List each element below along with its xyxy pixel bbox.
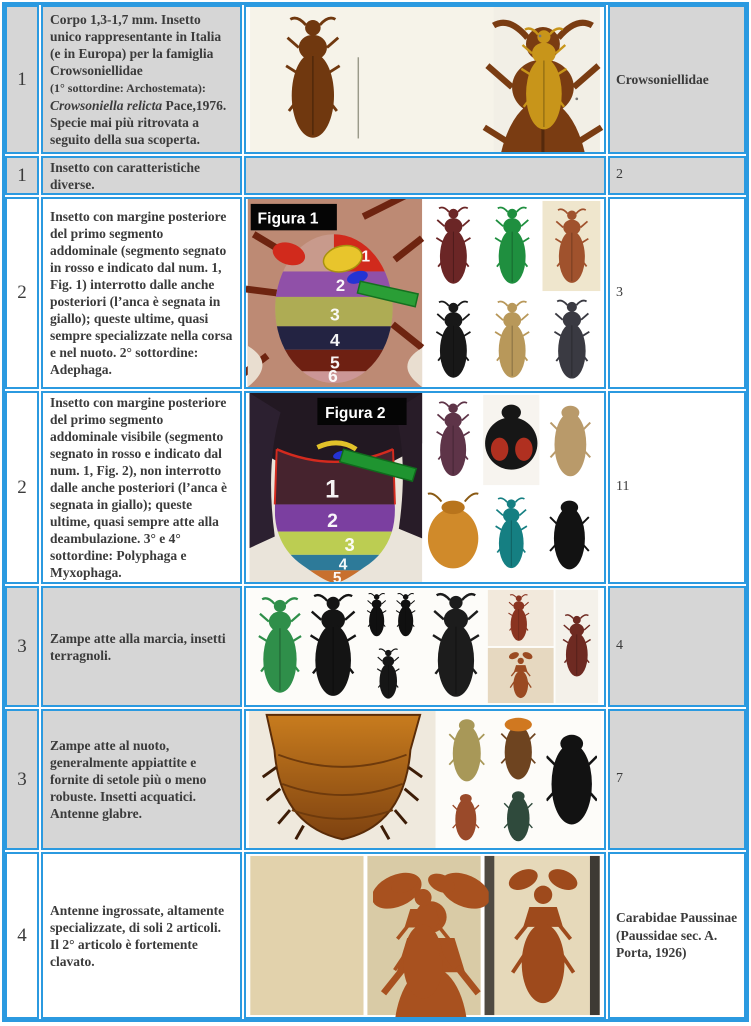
row7-photo-panel [244, 852, 606, 1019]
figura1-and-adephaga-photos [246, 199, 604, 387]
figura2-and-polyphaga-photos [246, 393, 604, 582]
fig2-segment-4: 4 [338, 556, 348, 574]
row2-description [41, 156, 242, 195]
fig2-segment-2: 2 [327, 509, 338, 532]
row3-step-number: 2 [5, 197, 39, 389]
fig1-segment-2: 2 [335, 276, 346, 296]
row2-empty-panel [244, 156, 606, 195]
fig2-segment-5: 5 [332, 569, 342, 582]
fig2-segment-1: 1 [325, 475, 340, 504]
terrestrial-beetles-photos [246, 588, 604, 705]
row7-description [41, 852, 242, 1019]
row5-step-number: 3 [5, 586, 39, 707]
row6-desc-text: Zampe atte al nuoto, generalmente appiattite e fornite di setole più o meno robuste. Insetti acquatici. Antenne glabre. [50, 738, 207, 821]
row3-photo-panel [244, 197, 606, 389]
row2-result: 2 [608, 156, 746, 195]
fig1-segment-1: 1 [361, 248, 371, 266]
row1-photo-panel [244, 5, 606, 154]
row6-photo-panel [244, 709, 606, 850]
row1-desc-suborder: (1° sottordine: Archostemata): [50, 81, 206, 96]
row1-result: Crowsoniellidae [608, 5, 746, 154]
row4-step-number: 2 [5, 391, 39, 584]
row1-desc-author: Pace,1976. Specie mai più ritrovata a seguito della sua scoperta. [50, 97, 227, 147]
row7-result: Carabidae Paussinae (Paussidae sec. A. Porta, 1926) [608, 852, 746, 1019]
row4-description [41, 391, 242, 584]
row2-step-number: 1 [5, 156, 39, 195]
row6-result: 7 [608, 709, 746, 850]
row6-description [41, 709, 242, 850]
identification-key-table [2, 2, 749, 1022]
fig1-segment-5: 5 [330, 352, 340, 373]
fig1-segment-3: 3 [330, 304, 340, 325]
row4-desc-text: Insetto con margine posteriore del primo segmento addominale visibile (segmento segnato in rosso e indicato dal num. 1, Fig. 2), non interrotto dalle anche posteriori (l’anca è segnata in giallo); queste ultime, quasi sempre atte alla deambulazione. 3° e 4° sottordine: Polyphaga e Myxophaga. [50, 395, 227, 580]
paussinae-photos [246, 854, 604, 1017]
crowsoniella-photos-illustration [246, 7, 604, 152]
row4-photo-panel [244, 391, 606, 584]
aquatic-beetles-photos [246, 711, 604, 848]
row7-desc-text: Antenne ingrossate, altamente specializzate, di soli 2 articoli. Il 2° articolo è fortemente clavato. [50, 902, 225, 969]
fig1-segment-6: 6 [328, 366, 338, 387]
row5-description [41, 586, 242, 707]
row3-result: 3 [608, 197, 746, 389]
fig1-segment-4: 4 [330, 329, 340, 350]
row1-step-number: 1 [5, 5, 39, 154]
row1-description [41, 5, 242, 154]
row3-description [41, 197, 242, 389]
row5-result: 4 [608, 586, 746, 707]
fig2-segment-3: 3 [344, 533, 355, 555]
row3-desc-text: Insetto con margine posteriore del primo segmento addominale (segmento segnato in rosso e indicato dal num. 1, Fig. 1) interrotto dalle anche posteriori (l’anca è segnata in giallo); queste ultime, quasi sempre specializzate nella corsa e nel nuoto. 2° sottordine: Adephaga. [50, 209, 233, 377]
figura2-label: Figura 2 [325, 405, 386, 423]
row4-result: 11 [608, 391, 746, 584]
row5-desc-text: Zampe atte alla marcia, insetti terragnoli. [50, 630, 226, 663]
row1-desc-text: Corpo 1,3-1,7 mm. Insetto unico rappresentante in Italia (e in Europa) per la famiglia Crowsoniellidae [50, 12, 222, 79]
row2-desc-text: Insetto con caratteristiche diverse. [50, 159, 200, 192]
figura1-label: Figura 1 [257, 210, 319, 228]
row1-desc-species: Crowsoniella relicta [50, 97, 163, 113]
row7-step-number: 4 [5, 852, 39, 1019]
row6-step-number: 3 [5, 709, 39, 850]
row5-photo-panel [244, 586, 606, 707]
